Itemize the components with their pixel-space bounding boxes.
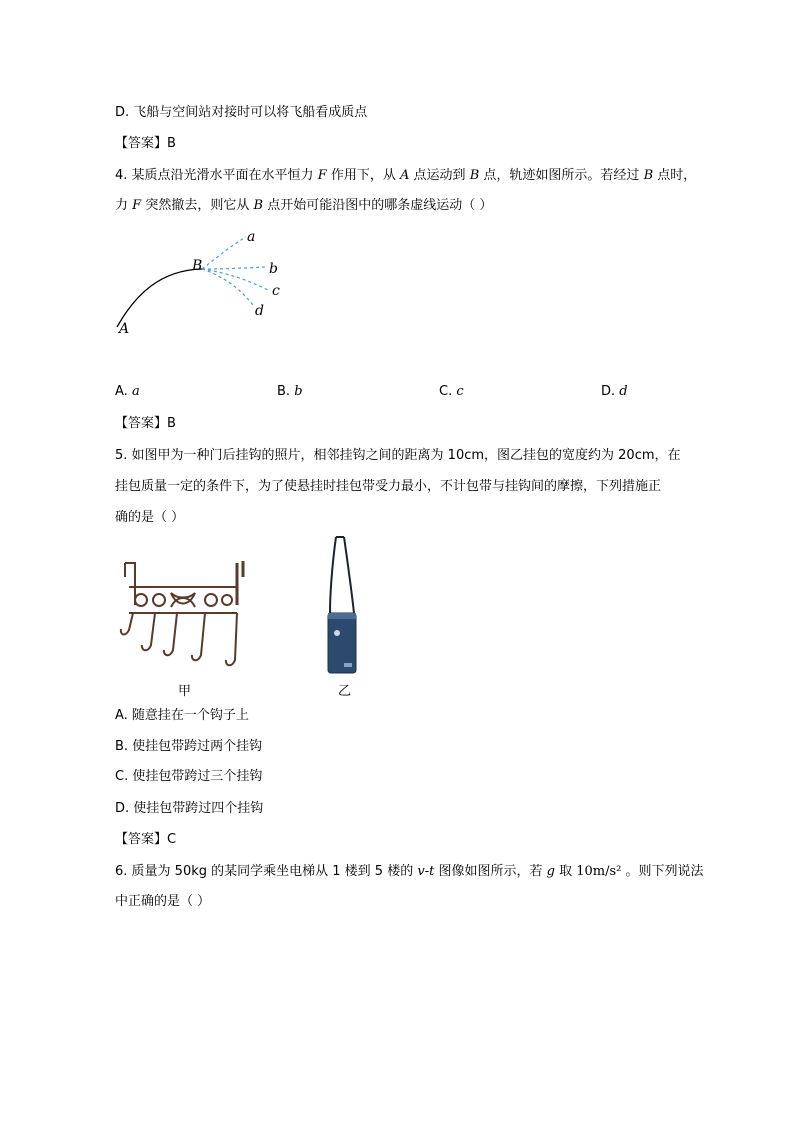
q6-text: 6. 质量为 50kg 的某同学乘坐电梯从 1 楼到 5 楼的 (115, 864, 414, 879)
q5-option-d: D. 使挂包带跨过四个挂钩 (115, 801, 264, 816)
option-prefix: D. (601, 384, 620, 399)
fig-label-a: a (247, 229, 256, 245)
q4-text: 4. 某质点沿光滑水平面在水平恒力 (115, 168, 314, 183)
q4-option-d (601, 382, 628, 402)
q5-stem-line3: 确的是（ ） (115, 510, 185, 525)
answer-value: B (167, 136, 176, 151)
option-prefix: A. (115, 384, 132, 399)
q4-stem-line2 (115, 196, 492, 216)
var-vt: v-t (417, 864, 435, 879)
q4-text: 点，轨迹如图所示。若经过 (483, 168, 640, 183)
q6-stem-line1 (115, 862, 704, 882)
q4-text: 作用下，从 (330, 168, 396, 183)
hook-rack-photo (115, 555, 265, 675)
q4-stem-line1 (115, 166, 696, 186)
q4-answer (115, 414, 176, 434)
option-value: b (294, 384, 303, 399)
answer-label: 【答案】 (115, 136, 168, 151)
q5-option-b: B. 使挂包带跨过两个挂钩 (115, 739, 263, 754)
answer-value: C (167, 832, 177, 847)
var-g: g (546, 864, 555, 879)
q6-text: 图像如图所示，若 (438, 864, 543, 879)
fig-label-B: B (192, 258, 203, 274)
option-prefix: B. (277, 384, 295, 399)
fig-label-d: d (255, 303, 264, 319)
q4-option-c (439, 382, 464, 402)
q3-answer (115, 134, 176, 154)
answer-label: 【答案】 (115, 416, 168, 431)
q4-text: 突然撤去，则它从 (145, 198, 250, 213)
fig-label-c: c (272, 283, 280, 299)
q6-stem-line2: 中正确的是（ ） (115, 894, 211, 909)
fig-label-b: b (269, 261, 278, 277)
q4-option-a (115, 382, 140, 402)
caption-yi: 乙 (338, 684, 352, 699)
var-B: B (643, 168, 654, 183)
trajectory-curve (117, 269, 202, 327)
dashed-path-a (202, 237, 246, 269)
answer-label: 【答案】 (115, 832, 168, 847)
option-value: c (456, 384, 464, 399)
var-A: A (400, 168, 410, 183)
trajectory-figure (110, 225, 310, 340)
caption-jia: 甲 (178, 684, 192, 699)
var-F: F (317, 168, 327, 183)
q4-text: 点运动到 (413, 168, 466, 183)
var-B: B (253, 198, 264, 213)
fig-label-A: A (119, 321, 130, 337)
bag-photo (322, 535, 364, 677)
q5-stem-line2: 挂包质量一定的条件下，为了使悬挂时挂包带受力最小，不计包带与挂钩间的摩擦，下列措施正 (115, 479, 662, 494)
q5-option-c: C. 使挂包带跨过三个挂钩 (115, 769, 263, 784)
q4-text: 点开始可能沿图中的哪条虚线运动（ ） (267, 198, 493, 213)
q3-option-d: D. 飞船与空间站对接时可以将飞船看成质点 (115, 105, 368, 120)
var-B: B (469, 168, 480, 183)
answer-value: B (167, 416, 176, 431)
g-value: 10m/s² (576, 864, 622, 879)
option-prefix: C. (439, 384, 457, 399)
q4-text: 力 (115, 198, 129, 213)
option-value: d (619, 384, 628, 399)
var-F: F (132, 198, 142, 213)
q5-stem-line1: 5. 如图甲为一种门后挂钩的照片，相邻挂钩之间的距离为 10cm，图乙挂包的宽度约为 20cm，在 (115, 448, 681, 463)
q6-text: 。则下列说法 (625, 864, 704, 879)
q5-answer (115, 830, 176, 850)
q4-option-b (277, 382, 303, 402)
dashed-path-b (202, 267, 265, 269)
q6-text: 取 (559, 864, 573, 879)
q4-text: 点时， (657, 168, 697, 183)
q5-option-a: A. 随意挂在一个钩子上 (115, 708, 249, 723)
option-value: a (131, 384, 140, 399)
